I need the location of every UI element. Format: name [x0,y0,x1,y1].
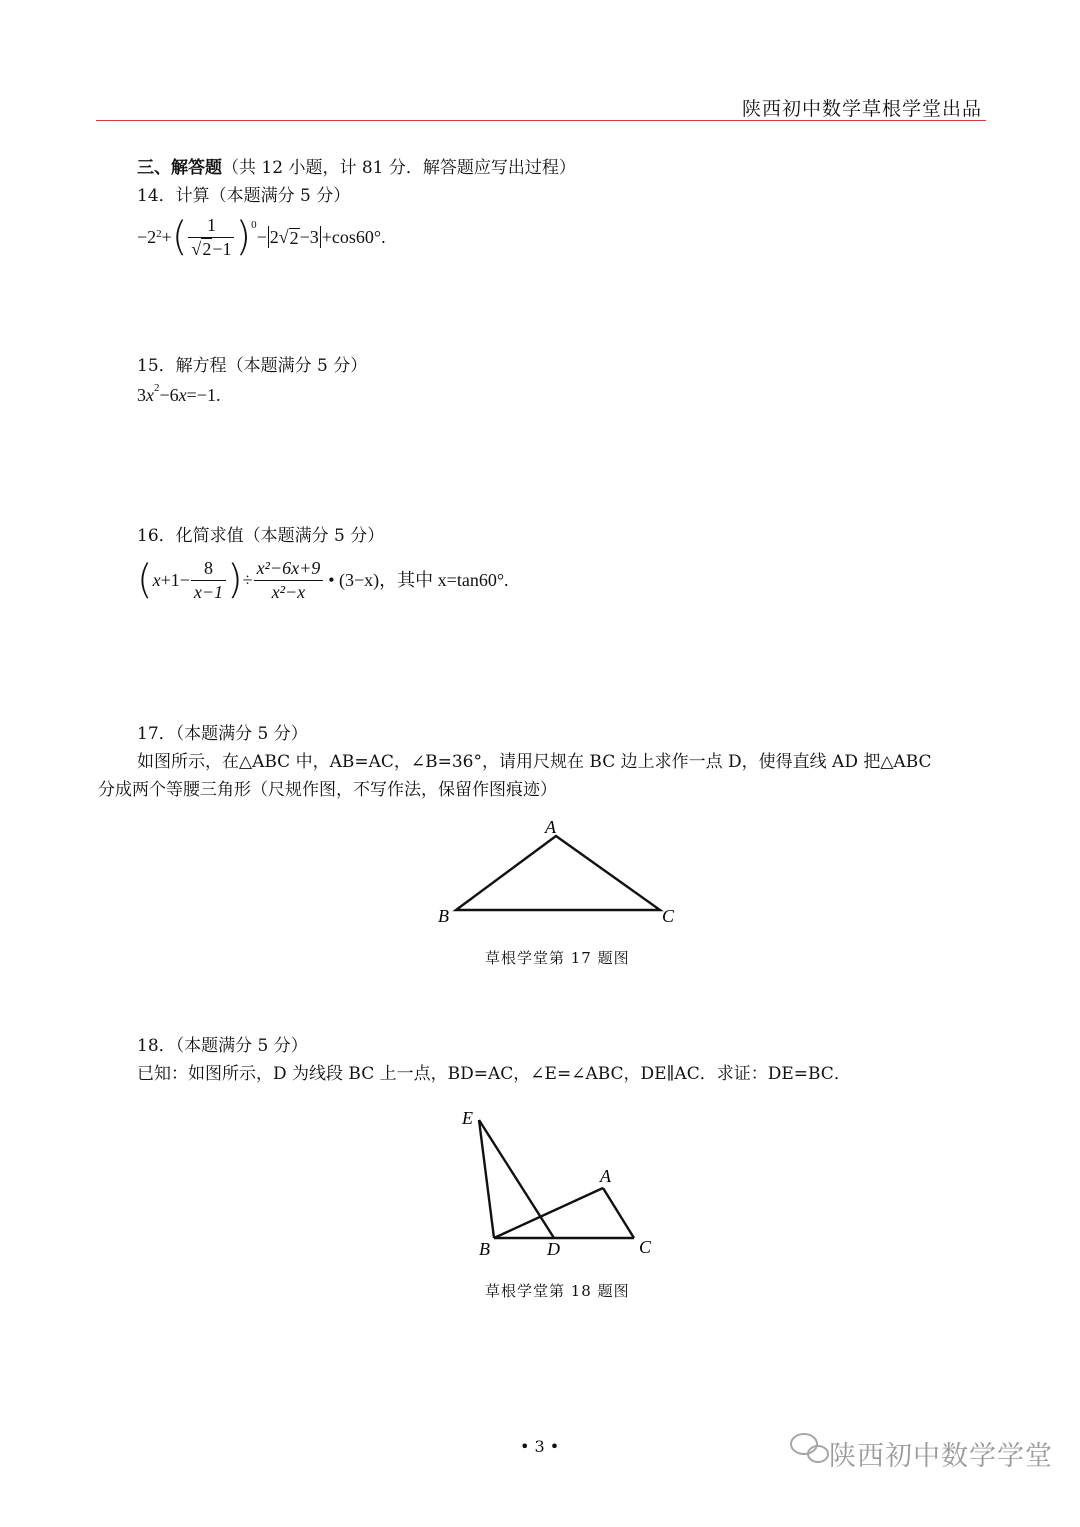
wechat-icon [791,1434,828,1462]
q16-div: ÷ [242,570,253,590]
figure-17 [438,817,675,926]
q15-coef: 3 [137,385,146,405]
q16-frac2-den: x²−x [271,581,306,602]
q17-text-line2: 分成两个等腰三角形（尺规作图，不写作法，保留作图痕迹） [98,780,557,800]
q15-rhs: =−1. [186,385,221,405]
segment-ed [479,1120,554,1238]
q14-mid-minus: − [256,227,267,247]
q14-abs-two: 2 [269,227,279,247]
q14-abs-sqrt-arg: 2 [289,227,299,248]
q14-den-tail: −1 [212,238,232,259]
section-note: （共 12 小题，计 81 分．解答题应写出过程） [222,158,576,178]
fig17-label-c: C [662,906,675,926]
q16-part1: x [152,570,161,590]
fig17-label-a: A [545,817,556,837]
q14-frac-num: 1 [188,216,234,238]
q18-title: 18．（本题满分 5 分） [137,1036,308,1056]
fig18-label-b: B [479,1239,490,1259]
q15-var-x2: x [178,385,187,405]
fig18-caption: 草根学堂第 18 题图 [485,1282,630,1300]
fig18-label-e: E [462,1108,473,1128]
q18-text-line1: 已知：如图所示，D 为线段 BC 上一点，BD=AC，∠E=∠ABC，DE∥AC．求证：DE=BC． [137,1064,851,1084]
q14-left-paren: ( [171,214,188,260]
q14-sqrt-arg: 2 [202,238,212,259]
q14-right-paren: ) [235,214,252,260]
section-title: 三、解答题 [137,158,222,178]
figure-18 [461,1108,652,1259]
q16-title: 16．化简求值（本题满分 5 分） [137,526,385,546]
q14-title: 14．计算（本题满分 5 分） [137,186,351,206]
q16-frac2-num: x²−6x+9 [254,559,324,581]
q17-title: 17．（本题满分 5 分） [137,724,308,744]
page-number: • 3 • [520,1437,560,1456]
fig17-caption: 草根学堂第 17 题图 [485,949,630,967]
q16-left-paren: ( [137,557,153,603]
q14-tail: +cos60°. [321,227,386,247]
q15-title: 15．解方程（本题满分 5 分） [137,356,368,376]
q16-right-paren: ) [227,557,243,603]
q16-frac1-den: x−1 [193,581,224,602]
q15-var-x: x [146,385,154,405]
q16-frac1-num: 8 [191,559,226,581]
q14-exp0: 0 [251,218,257,231]
q16-tail: • (3−x)，其中 x=tan60°. [328,570,509,590]
fig18-label-d: D [547,1239,560,1259]
q14-exp2: 2 [156,227,162,240]
q15-mid: −6 [159,385,179,405]
triangle-abc [456,836,660,910]
q14-frac-den: √2−1 [191,238,232,259]
q17-text-line1: 如图所示，在△ABC 中，AB=AC，∠B=36°，请用尺规在 BC 边上求作一点 D，使得直线 AD 把△ABC [137,752,932,772]
fig18-label-a: A [600,1166,611,1186]
fig17-label-b: B [438,906,449,926]
q14-abs-tail: −3 [299,227,319,247]
q14-expression: −2 $^2$ + ( $\frac{1}{√2-1}$ ) $^0$ − 2 √ 2 −3 +cos60°. [137,214,386,260]
segment-ac [603,1188,634,1238]
watermark-text: 陕西初中数学学堂 [829,1441,1053,1472]
q15-exp: 2 [154,382,160,394]
q14-plus: + [161,227,172,247]
segment-eb [479,1120,494,1238]
fig18-label-c: C [639,1237,652,1257]
header-title: 陕西初中数学草根学堂出品 [741,98,982,120]
q14-minus: −2 [137,227,157,247]
q16-part2: +1− [160,570,190,590]
